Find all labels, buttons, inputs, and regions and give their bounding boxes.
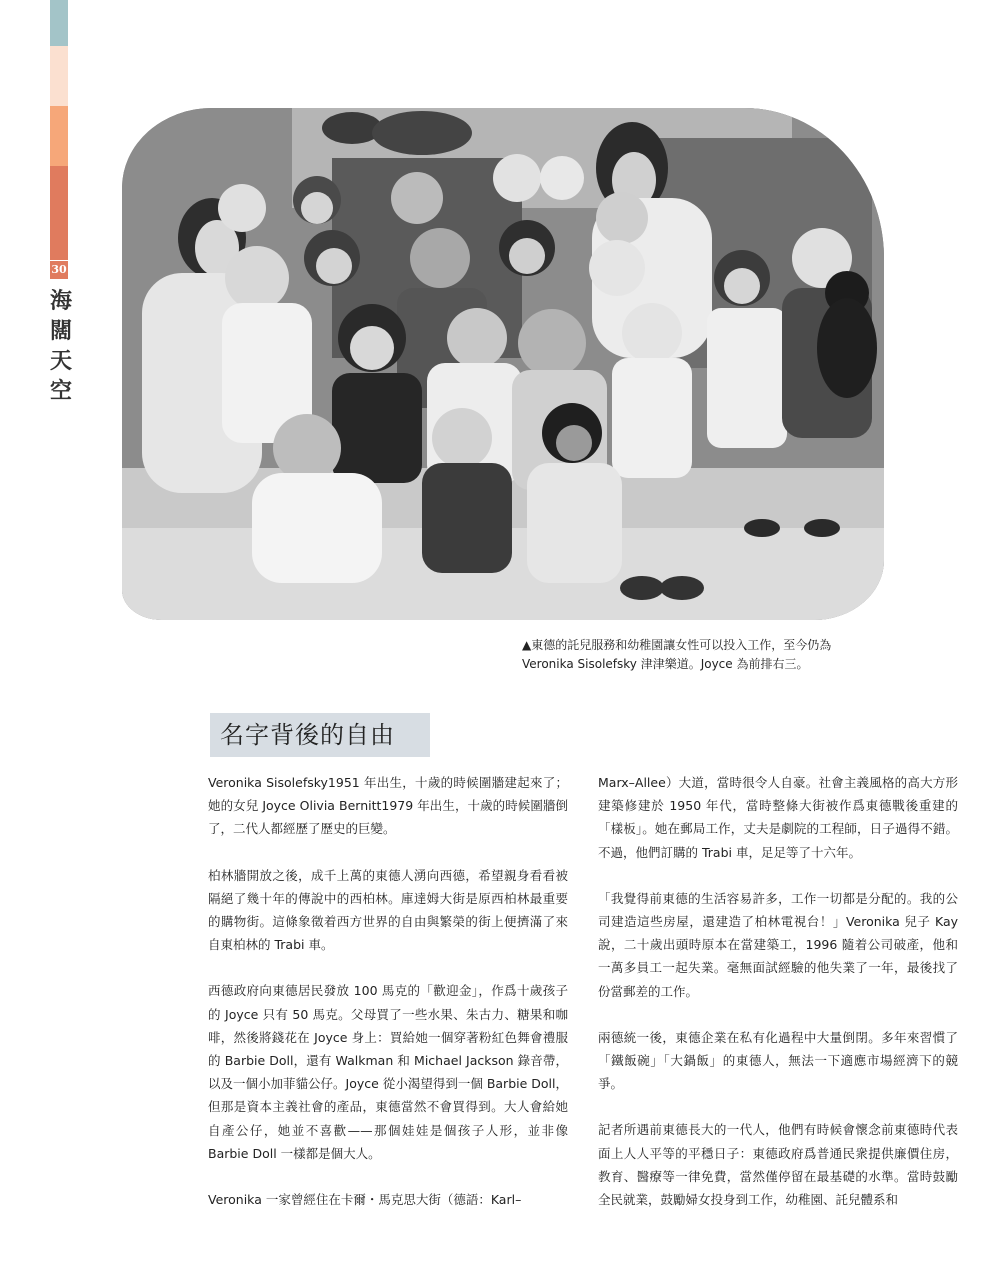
page-number: 30 <box>50 261 68 279</box>
article-column-right <box>598 771 958 1234</box>
paragraph: 記者所遇前東德長大的一代人，他們有時候會懷念前東德時代表面上人人平等的平穩日子：東德政府爲普通民衆提供廉價住房，教育、醫療等一律免費，當然僅停留在最基礎的水準。當時鼓勵全民就業，鼓勵婦女投身到工作，幼稚園、託兒體系和 <box>598 1122 958 1208</box>
paragraph: 兩德統一後，東德企業在私有化過程中大量倒閉。多年來習慣了「鐵飯碗」「大鍋飯」的東德人，無法一下適應市場經濟下的競爭。 <box>598 1029 958 1092</box>
paragraph: Marx–Allee）大道，當時很令人自豪。社會主義風格的高大方形建築修建於 1950 年代，當時整條大街被作爲東德戰後重建的「樣板」。她在郵局工作，丈夫是劇院的工程師，日子過得不錯。不過，他們訂購的 Trabi 車，足足等了十六年。 <box>598 775 958 860</box>
color-strip-coral <box>50 166 68 260</box>
color-strip-peach <box>50 46 68 106</box>
article-column-left <box>208 771 568 1234</box>
paragraph: 柏林牆開放之後，成千上萬的東德人湧向西德，希望親身看看被隔絕了幾十年的傳說中的西柏林。庫達姆大街是原西柏林最重要的購物街。這條象徵着西方世界的自由與繁榮的街上便擠滿了來自東柏林的 Trabi 車。 <box>208 867 568 953</box>
color-strip-teal <box>50 0 68 46</box>
magazine-section-title: 海闊天空 <box>49 288 72 404</box>
caption-line-2: Veronika Sisolefsky 津津樂道。Joyce 為前排右三。 <box>522 657 809 671</box>
photo-caption <box>522 636 962 674</box>
caption-line-1: ▲東德的託兒服務和幼稚園讓女性可以投入工作，至今仍為 <box>522 638 832 652</box>
color-strip-orange <box>50 106 68 166</box>
paragraph: Veronika 一家曾經住在卡爾・馬克思大街（德語：Karl– <box>208 1192 522 1208</box>
article-heading: 名字背後的自由 <box>210 713 430 757</box>
paragraph: 西德政府向東德居民發放 100 馬克的「歡迎金」，作爲十歲孩子的 Joyce 只有 50 馬克。父母買了一些水果、朱古力、糖果和咖啡，然後將錢花在 Joyce 身上：買給她一個穿著粉紅色舞會禮服的 Barbie Doll，還有 Walkman 和 Michael Jackson 錄音帶，以及一個小加菲貓公仔。Joyce 從小渴望得到一個 Barbie Doll，但那是資本主義社會的產品，東德當然不會買得到。大人會給她自產公仔，她並不喜歡——那個娃娃是個孩子人形，並非像 Barbie Doll 一樣都是個大人。 <box>208 983 568 1161</box>
paragraph: 「我覺得前東德的生活容易許多，工作一切都是分配的。我的公司建造這些房屋，還建造了柏林電視台！」Veronika 兒子 Kay 說，二十歲出頭時原本在當建築工，1996 隨着公司破產，他和一萬多員工一起失業。毫無面試經驗的他失業了一年，最後找了份當郵差的工作。 <box>598 890 958 999</box>
kindergarten-group-photo <box>122 108 884 620</box>
paragraph: Veronika Sisolefsky1951 年出生，十歲的時候圍牆建起來了；她的女兒 Joyce Olivia Bernitt1979 年出生，十歲的時候圍牆倒了，二代人都經歷了歷史的巨變。 <box>208 775 568 837</box>
